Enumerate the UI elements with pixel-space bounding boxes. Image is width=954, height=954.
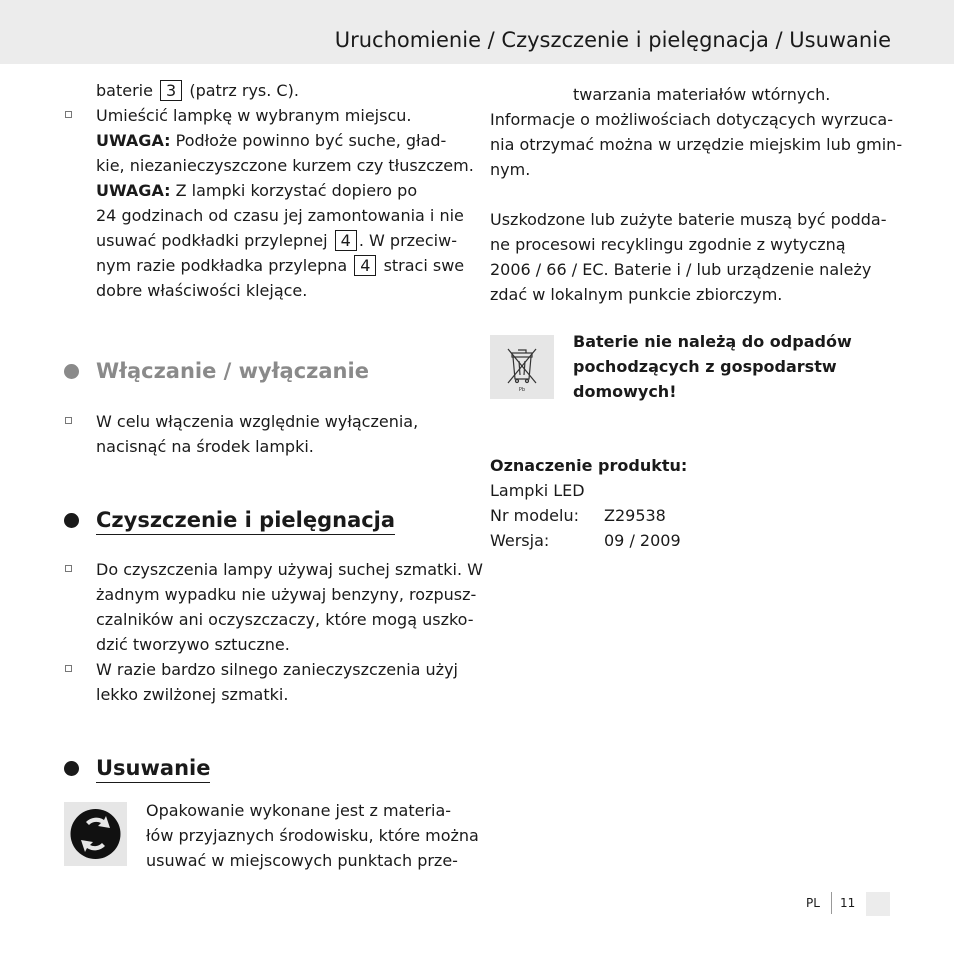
text: Uszkodzone lub zużyte baterie muszą być podda- [490,210,887,229]
bullet-item [64,557,483,582]
product-info [490,453,810,553]
text: 2006 / 66 / EC. Baterie i / lub urządzenie należy [490,260,872,279]
part-number-box: 4 [335,230,357,251]
warning-line [64,203,464,228]
bullet-square-icon [65,565,72,572]
intro-line-1 [64,78,464,103]
text: straci swe [383,256,465,275]
text: żadnym wypadku nie używaj benzyny, rozpusz- [96,585,477,604]
text: zdać w lokalnym punkcie zbiorczym. [490,285,783,304]
disposal-paragraph [146,798,479,873]
text: usuwać podkładki przylepnej [96,231,328,250]
text: dzić tworzywo sztuczne. [96,635,290,654]
page-number: 11 [840,896,856,910]
section-heading-onoff [64,357,464,385]
bullet-continuation [64,434,464,459]
warning-line [64,228,464,253]
page-header-title: Uruchomienie / Czyszczenie i pielęgnacja / Usuwanie [334,28,891,52]
bullet-square-icon [65,665,72,672]
product-name: Lampki LED [490,481,585,500]
warning-line [64,153,474,178]
warning-label: UWAGA: [96,181,171,200]
bullet-continuation [64,607,474,632]
warning-line [64,128,464,153]
warning-label: UWAGA: [96,131,171,150]
text: twarzania materiałów wtórnych. [573,85,831,104]
text: W razie bardzo silnego zanieczyszczenia użyj [96,660,458,679]
text: Z lampki korzystać dopiero po [175,181,418,200]
bullet-item [64,409,464,434]
model-value: Z29538 [604,506,666,525]
heading-text: Czyszczenie i pielęgnacja [96,508,395,535]
warning-line [64,253,464,278]
text: dobre właściwości klejące. [96,281,308,300]
model-row [490,503,810,528]
warning-line [64,278,464,303]
text: nia otrzymać można w urzędzie miejskim lub gmin- [490,135,903,154]
text: kie, niezanieczyszczone kurzem czy tłuszczem. [96,156,474,175]
bullet-continuation [64,682,464,707]
text: czalników ani oczyszczaczy, które mogą uszko- [96,610,474,629]
part-number-box: 4 [354,255,376,276]
left-column [64,78,483,782]
text: domowych! [573,382,677,401]
text: nym. [490,160,531,179]
heading-text: Włączanie / wyłączanie [96,359,369,383]
bullet-continuation [64,632,464,657]
text: Baterie nie należą do odpadów [573,332,852,351]
footer-divider [831,892,832,914]
version-row [490,528,810,553]
bullet-square-icon [65,111,72,118]
version-value: 09 / 2009 [604,531,681,550]
text: Umieścić lampkę w wybranym miejscu. [96,106,412,125]
text: ne procesowi recyklingu zgodnie z wytyczną [490,235,846,254]
footer-box [866,892,890,916]
model-label: Nr modelu: [490,506,579,525]
crossed-bin-icon [490,335,554,399]
part-number-box: 3 [160,80,182,101]
text: Podłoże powinno być suche, gład- [175,131,447,150]
text: (patrz rys. C). [189,81,299,100]
text: . W przeciw- [358,231,457,250]
warning-line [64,178,464,203]
bullet-continuation [64,582,477,607]
right-column [490,82,903,307]
text: nacisnąć na środek lampki. [96,437,314,456]
text: łów przyjaznych środowisku, które można [146,826,479,845]
bullet-dot-icon [64,761,79,776]
text: Do czyszczenia lampy używaj suchej szmatki. W [96,560,483,579]
version-label: Wersja: [490,531,550,550]
bullet-dot-icon [64,513,79,528]
text: Informacje o możliwościach dotyczących wyrzuca- [490,110,893,129]
bullet-item [64,103,464,128]
text: usuwać w miejscowych punktach prze- [146,851,458,870]
bullet-dot-icon [64,364,79,379]
green-dot-recycle-icon [64,802,127,866]
heading-text: Usuwanie [96,756,210,783]
bullet-item [64,657,464,682]
section-heading-cleaning [64,506,464,534]
text: nym razie podkładka przylepna [96,256,348,275]
text: W celu włączenia względnie wyłączenia, [96,412,419,431]
text: Opakowanie wykonane jest z materia- [146,801,452,820]
bullet-square-icon [65,417,72,424]
battery-warning [573,329,893,404]
footer-language: PL [806,896,820,910]
product-heading: Oznaczenie produktu: [490,456,688,475]
text: 24 godzinach od czasu jej zamontowania i nie [96,206,464,225]
text: lekko zwilżonej szmatki. [96,685,289,704]
text: baterie [96,81,153,100]
section-heading-disposal [64,754,464,782]
bin-label: Pb [518,387,526,393]
text: pochodzących z gospodarstw [573,357,837,376]
